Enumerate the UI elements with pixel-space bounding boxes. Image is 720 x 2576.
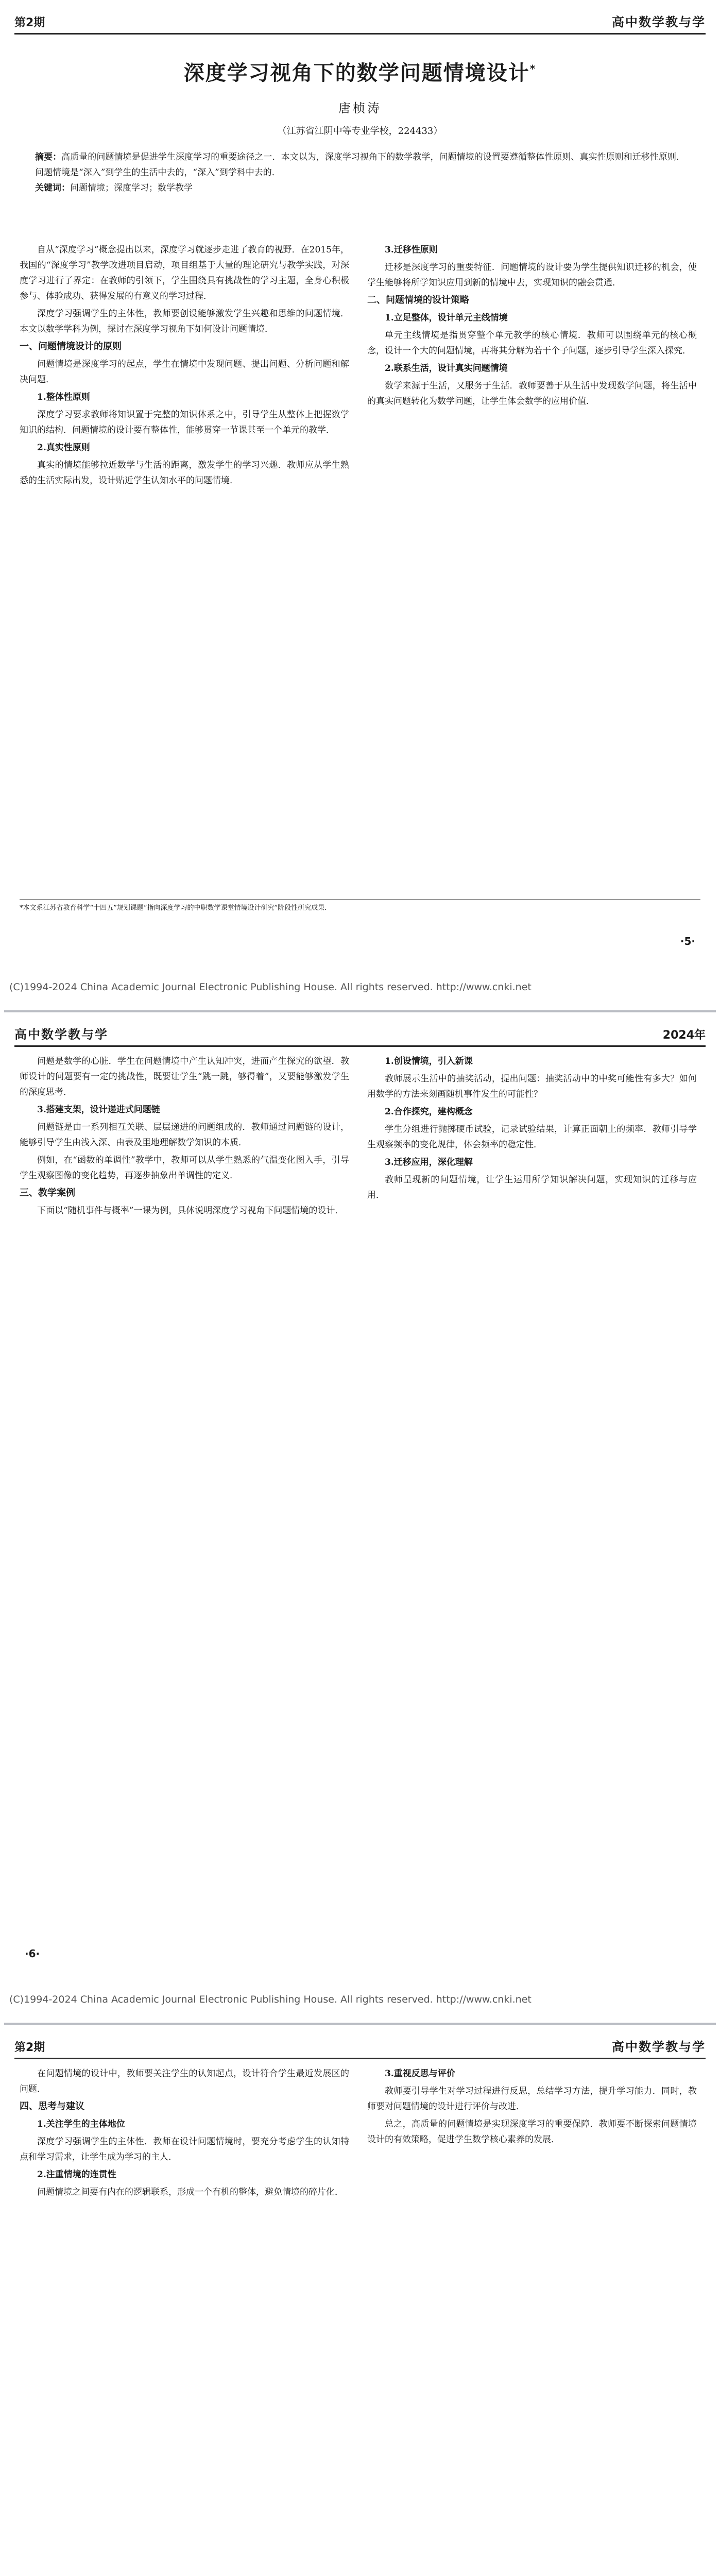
title-footnote-mark: * [529,62,537,75]
issue-label: 第2期 [14,16,45,29]
footnote: *本文系江苏省教育科学“十四五”规划课题“指向深度学习的中职数学课堂情境设计研究”阶段性研究成果． [20,899,700,913]
abstract-block [35,149,685,196]
body-paragraph: 教师呈现新的问题情境，让学生运用所学知识解决问题，实现知识的迁移与应用． [367,1175,697,1200]
body-paragraph: 深度学习强调学生的主体性．教师在设计问题情境时，要充分考虑学生的认知特点和学习需求，让学生成为学习的主人． [20,2137,349,2162]
body-paragraph: 深度学习强调学生的主体性，教师要创设能够激发学生兴趣和思维的问题情境．本文以数学学科为例，探讨在深度学习视角下如何设计问题情境． [20,309,349,334]
running-header [14,1022,706,1047]
subsection-heading: 3.迁移应用，深化理解 [385,1157,473,1167]
subsection-heading: 3.搭建支架，设计递进式问题链 [37,1105,160,1115]
issue-label: 第2期 [14,2041,45,2054]
subsection-heading: 2.注重情境的连贯性 [37,2170,116,2180]
body-paragraph: 数学来源于生活，又服务于生活．教师要善于从生活中发现数学问题，将生活中的真实问题转化为数学问题，让学生体会数学的应用价值． [367,381,697,406]
author-affiliation: （江苏省江阴中等专业学校，224433） [277,126,443,137]
body-paragraph: 例如，在“函数的单调性”教学中，教师可以从学生熟悉的气温变化图入手，引导学生观察图像的变化趋势，再逐步抽象出单调性的定义． [20,1155,349,1181]
page-2 [4,1012,716,2025]
subsection-heading: 3.重视反思与评价 [385,2069,455,2079]
subsection-heading: 2.合作探究，建构概念 [385,1107,473,1117]
section-heading: 一、问题情境设计的原则 [20,341,122,352]
body-paragraph: 自从“深度学习”概念提出以来，深度学习就逐步走进了教育的视野．在2015年，我国的“深度学习”教学改进项目启动，项目组基于大量的理论研究与教学实践，对深度学习进行了界定：在教师的引领下，学生围绕具有挑战性的学习主题，全身心积极参与、体验成功、获得发展的有意义的学习过程． [20,245,349,301]
subsection-heading: 3.迁移性原则 [385,245,438,255]
article-author: 唐桢涛 [338,101,382,115]
body-paragraph: 单元主线情境是指贯穿整个单元教学的核心情境．教师可以围绕单元的核心概念，设计一个大的问题情境，再将其分解为若干个子问题，逐步引导学生深入探究． [367,330,697,356]
subsection-heading: 1.整体性原则 [37,392,90,402]
body-paragraph: 学生分组进行抛掷硬币试验，记录试验结果，计算正面朝上的频率．教师引导学生观察频率的变化规律，体会频率的稳定性． [367,1124,697,1150]
body-paragraph: 问题情境是深度学习的起点，学生在情境中发现问题、提出问题、分析问题和解决问题． [20,359,349,385]
running-header [14,2034,706,2059]
page-number: ·6· [25,1947,40,1960]
section-heading: 三、教学案例 [20,1188,75,1198]
copyright-line: (C)1994-2024 China Academic Journal Electronic Publishing House. All rights reserved. http://www.cnki.net [9,981,532,993]
subsection-heading: 2.联系生活，设计真实问题情境 [385,363,508,374]
copyright-line: (C)1994-2024 China Academic Journal Electronic Publishing House. All rights reserved. http://www.cnki.net [9,1994,532,2005]
page3-left-column [20,2066,349,2202]
body-paragraph: 迁移是深度学习的重要特征．问题情境的设计要为学生提供知识迁移的机会，使学生能够将所学知识应用到新的情境中去，实现知识的融会贯通． [367,262,697,288]
keywords-label: 关键词： [35,183,70,193]
body-paragraph: 下面以“随机事件与概率”一课为例，具体说明深度学习视角下问题情境的设计． [37,1206,344,1216]
page3-right-column [367,2066,697,2149]
page1-right-column [367,242,697,411]
page1-left-column [20,242,349,490]
abstract-label: 摘要： [35,152,62,162]
page2-right-column [367,1054,697,1205]
running-header [14,9,706,35]
page-number: ·5· [680,935,695,947]
body-paragraph: 问题是数学的心脏．学生在问题情境中产生认知冲突，进而产生探究的欲望．教师设计的问题要有一定的挑战性，既要让学生“跳一跳，够得着”，又要能够激发学生的深度思考． [20,1056,349,1097]
article-title: 深度学习视角下的数学问题情境设计* [183,61,537,85]
journal-name: 高中数学教与学 [612,2040,706,2054]
subsection-heading: 1.关注学生的主体地位 [37,2119,125,2129]
abstract-text: 高质量的问题情境是促进学生深度学习的重要途径之一．本文以为，深度学习视角下的数学教学，问题情境的设置要遵循整体性原则、真实性原则和迁移性原则．问题情境是“深入”到学生的生活中去的，“深入”到学科中去的． [35,152,685,178]
page2-left-column [20,1054,349,1221]
section-heading: 二、问题情境的设计策略 [367,295,469,306]
body-paragraph: 在问题情境的设计中，教师要关注学生的认知起点，设计符合学生最近发展区的问题． [20,2069,349,2094]
page-1 [4,0,716,1012]
body-paragraph: 总之，高质量的问题情境是实现深度学习的重要保障．教师要不断探索问题情境设计的有效策略，促进学生数学核心素养的发展． [367,2119,697,2145]
year-label: 2024年 [662,1029,706,1042]
body-paragraph: 深度学习要求教师将知识置于完整的知识体系之中，引导学生从整体上把握数学知识的结构．问题情境的设计要有整体性，能够贯穿一节课甚至一个单元的教学． [20,410,349,435]
section-heading: 四、思考与建议 [20,2101,84,2112]
subsection-heading: 1.创设情境，引入新课 [385,1056,473,1066]
subsection-heading: 2.真实性原则 [37,443,90,453]
subsection-heading: 1.立足整体，设计单元主线情境 [385,313,508,323]
keywords-text: 问题情境；深度学习；数学教学 [70,183,193,193]
journal-name: 高中数学教与学 [14,1027,108,1042]
journal-name: 高中数学教与学 [612,15,706,29]
body-paragraph: 教师要引导学生对学习过程进行反思，总结学习方法，提升学习能力．同时，教师要对问题情境的设计进行评价与改进． [367,2086,697,2112]
body-paragraph: 教师展示生活中的抽奖活动，提出问题：抽奖活动中的中奖可能性有多大？如何用数学的方法来刻画随机事件发生的可能性？ [367,1074,697,1099]
body-paragraph: 问题情境之间要有内在的逻辑联系，形成一个有机的整体，避免情境的碎片化． [37,2187,344,2197]
body-paragraph: 真实的情境能够拉近数学与生活的距离，激发学生的学习兴趣．教师应从学生熟悉的生活实际出发，设计贴近学生认知水平的问题情境． [20,460,349,486]
page-3 [4,2025,716,2576]
body-paragraph: 问题链是由一系列相互关联、层层递进的问题组成的．教师通过问题链的设计，能够引导学生由浅入深、由表及里地理解数学知识的本质． [20,1122,349,1148]
